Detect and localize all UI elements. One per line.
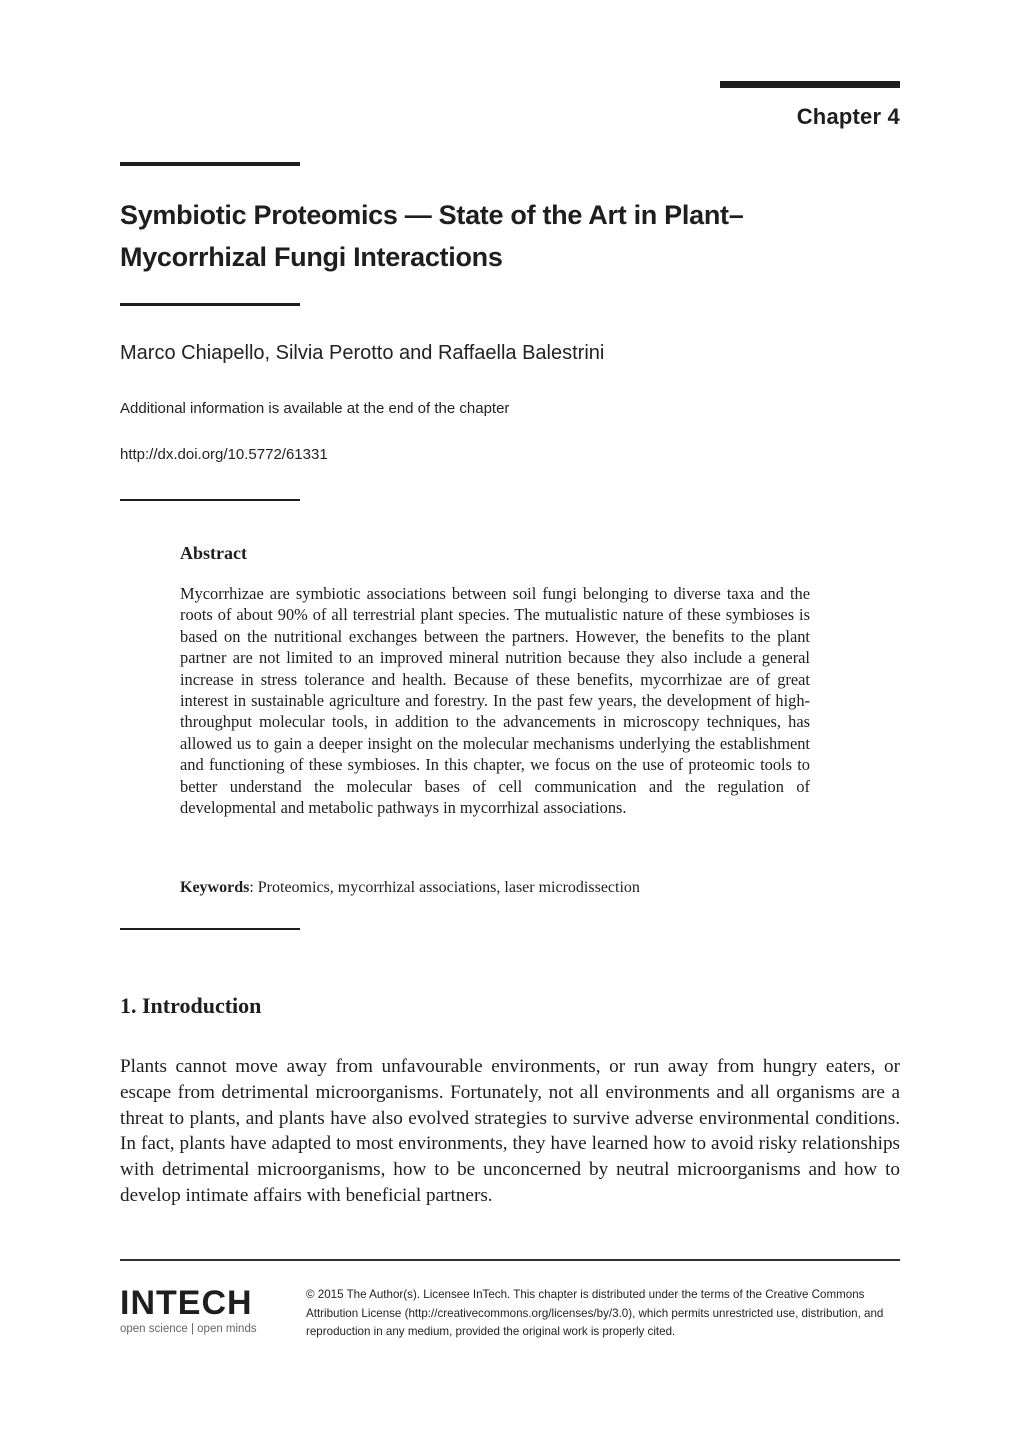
introduction-heading: 1. Introduction xyxy=(120,993,262,1018)
keywords-separator: : xyxy=(249,879,258,896)
doi-rule xyxy=(120,499,300,501)
logo-tagline: open science | open minds xyxy=(120,1323,257,1335)
chapter-rule xyxy=(720,81,900,88)
title-rule-top xyxy=(120,162,300,166)
page-title: Symbiotic Proteomics — State of the Art in Plant–Mycorrhizal Fungi Interactions xyxy=(120,200,744,272)
keywords xyxy=(180,879,640,897)
additional-info: Additional information is available at the end of the chapter xyxy=(120,400,510,417)
intech-logo: INTECH xyxy=(120,1284,253,1322)
chapter-label: Chapter 4 xyxy=(796,104,900,129)
authors: Marco Chiapello, Silvia Perotto and Raffaella Balestrini xyxy=(120,342,605,364)
keywords-label: Keywords xyxy=(180,879,250,896)
keywords-list: Proteomics, mycorrhizal associations, laser microdissection xyxy=(257,879,640,896)
title-rule-bottom xyxy=(120,303,300,306)
abstract-body: Mycorrhizae are symbiotic associations between soil fungi belonging to diverse taxa and the roots of about 90% of all terrestrial plant species. The mutualistic nature of these symbioses is based on the nutritional exchanges between the partners. However, the benefits to the plant partner are not limited to an improved mineral nutrition because they also include a general increase in stress tolerance and health. Because of these benefits, mycorrhizae are of great interest in sustainable agriculture and forestry. In the past few years, the development of high-throughput molecular tools, in addition to the advancements in microscopy techniques, has allowed us to gain a deeper insight on the molecular mechanisms underlying the establishment and functioning of these symbioses. In this chapter, we focus on the use of proteomic tools to better understand the molecular bases of cell communication and the regulation of developmental and metabolic pathways in mycorrhizal associations. xyxy=(180,584,810,818)
footer-rule xyxy=(120,1259,900,1261)
introduction-body: Plants cannot move away from unfavourable environments, or run away from hungry eaters, or escape from detrimental microorganisms. Fortunately, not all environments and all organisms are a threat to plants, and plants have also evolved strategies to survive adverse environmental conditions. In fact, plants have adapted to most environments, they have learned how to avoid risky relationships with detrimental microorganisms, how to be unconcerned by neutral microorganisms and how to develop intimate affairs with beneficial partners. xyxy=(120,1056,900,1206)
abstract-heading: Abstract xyxy=(180,543,247,563)
doi-link[interactable]: http://dx.doi.org/10.5772/61331 xyxy=(120,446,328,463)
keywords-rule xyxy=(120,928,300,930)
license-notice: © 2015 The Author(s). Licensee InTech. This chapter is distributed under the terms of the Creative Commons Attribution License (http://creativecommons.org/licenses/by/3.0), which permits unrestricted use, distribution, and reproduction in any medium, provided the original work is properly cited. xyxy=(306,1288,884,1338)
